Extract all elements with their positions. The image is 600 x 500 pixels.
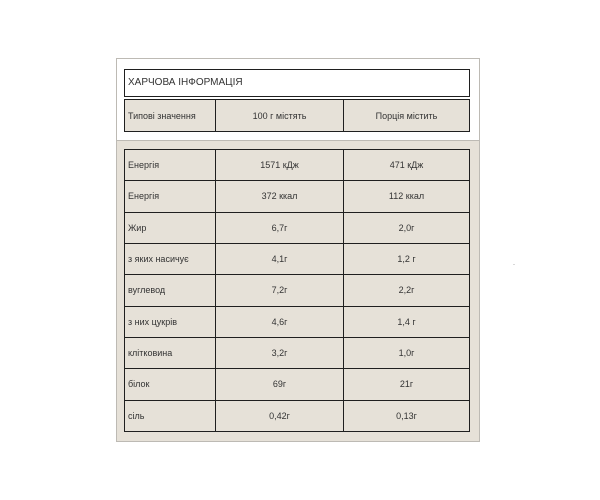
value-per-serving: 2,0г [398, 222, 415, 233]
value-per-100g: 69г [216, 369, 344, 399]
value-per-serving: 1,2 г [397, 254, 416, 265]
nutrition-header [117, 59, 479, 141]
table-row [125, 401, 469, 431]
nutrient-name: Жир [125, 213, 216, 243]
nutrition-table [124, 149, 470, 432]
table-row [125, 307, 469, 338]
table-row [125, 213, 469, 244]
value-per-serving: 21г [399, 379, 414, 390]
value-per-serving: 1,0г [398, 348, 415, 359]
stray-dot [513, 264, 515, 265]
value-per-serving: 112 ккал [388, 191, 425, 202]
header-typical-values: Типові значення [125, 100, 216, 131]
value-per-100g: 372 ккал [216, 181, 344, 211]
table-row [125, 369, 469, 400]
value-per-serving: 2,2г [398, 285, 415, 296]
nutrient-name: клітковина [125, 338, 216, 368]
nutrient-name: з них цукрів [125, 307, 216, 337]
table-row [125, 338, 469, 369]
value-per-100g: 0,42г [216, 401, 344, 431]
value-per-serving: 0,13г [396, 410, 417, 421]
table-row [125, 181, 469, 212]
value-per-100g: 3,2г [216, 338, 344, 368]
nutrient-name: вуглевод [125, 275, 216, 305]
nutrient-name: Енергія [125, 150, 216, 180]
table-row [125, 150, 469, 181]
value-per-100g: 7,2г [216, 275, 344, 305]
nutrient-name: сіль [125, 401, 216, 431]
table-row [125, 275, 469, 306]
value-per-100g: 4,6г [216, 307, 344, 337]
nutrient-name: Енергія [125, 181, 216, 211]
value-per-serving: 1,4 г [397, 316, 416, 327]
header-row [124, 99, 470, 132]
nutrient-name: білок [125, 369, 216, 399]
table-row [125, 244, 469, 275]
header-per-serving: Порція містить [375, 110, 438, 121]
nutrition-title: ХАРЧОВА ІНФОРМАЦІЯ [124, 69, 470, 97]
nutrition-panel [116, 58, 480, 442]
nutrient-name: з яких насичує [125, 244, 216, 274]
value-per-100g: 6,7г [216, 213, 344, 243]
value-per-100g: 1571 кДж [216, 150, 344, 180]
header-per-100g: 100 г містять [216, 100, 344, 131]
value-per-100g: 4,1г [216, 244, 344, 274]
value-per-serving: 471 кДж [389, 160, 424, 171]
